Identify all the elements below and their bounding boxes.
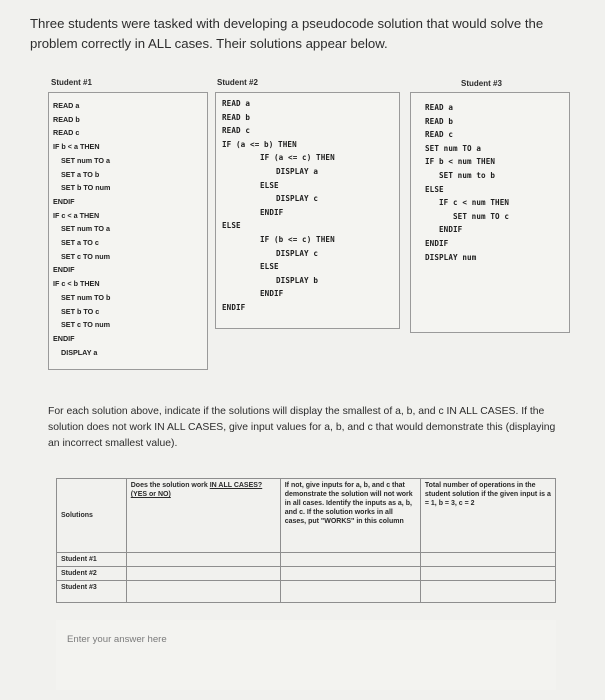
student-3-works-cell[interactable] [126,581,280,603]
code-line: SET num TO a [61,155,110,165]
student-2-heading: Student #2 [217,78,258,87]
header-works-in-all-cases [126,479,280,553]
student-1-row-label: Student #1 [57,553,127,567]
problem-intro: Three students were tasked with developing a pseudocode solution that would solve the problem correctly in ALL cases. Their solutions appear below. [30,16,544,51]
student-3-operations-cell[interactable] [420,581,555,603]
header-counterexample-inputs: If not, give inputs for a, b, and c that demonstrate the solution will not work in all cases. Identify the inputs as a, b, and c. If the solution works in all cases, put "WORKS" in this column [280,479,420,553]
code-line: ENDIF [260,289,284,299]
code-line: IF b < num THEN [425,157,496,167]
code-line: READ a [53,101,80,110]
question-text: For each solution above, indicate if the solutions will display the smallest of a, b, and c IN ALL CASES. If the solution does not work IN ALL CASES, give input values for a, b, and c that would demonstrate this (displaying an incorrect smallest value). [48,406,556,449]
code-line: DISPLAY b [276,275,319,285]
header-works-text: Does the solution work [130,482,210,489]
code-line: SET c TO num [61,320,110,330]
code-line: SET num TO a [61,224,110,234]
header-all-cases-text: IN ALL CASES? (YES or NO) [130,482,263,498]
code-line: DISPLAY a [276,167,319,176]
answer-input-area[interactable] [56,620,556,690]
code-line: ENDIF [53,265,75,275]
code-line: READ b [53,114,80,124]
code-line: ENDIF [53,333,75,343]
student-2-works-cell[interactable] [126,567,280,581]
code-line: READ b [425,116,454,126]
code-line: SET num to b [439,171,496,180]
code-line: SET num TO c [453,211,510,221]
code-line: ENDIF [425,239,449,248]
student-2-operations-cell[interactable] [420,567,555,581]
code-line: ELSE [260,262,279,272]
code-line: DISPLAY c [276,248,319,258]
code-line: ENDIF [53,196,75,206]
code-line: READ c [53,128,80,138]
student-1-inputs-cell[interactable] [280,553,420,567]
code-line: ENDIF [439,225,463,235]
header-operation-count: Total number of operations in the student solution if the given input is a = 1, b = 3, c = 2 [420,479,555,553]
code-line: IF (b <= c) THEN [260,235,335,244]
code-line: IF c < b THEN [53,279,100,289]
code-line: IF c < a THEN [53,210,100,220]
student-3-row-label: Student #3 [57,581,127,603]
code-line: IF (a <= c) THEN [260,153,335,163]
solutions-label: Solutions [61,512,93,519]
code-line: IF c < num THEN [439,198,510,208]
code-line: SET b TO c [61,306,100,316]
row-label-cell [57,479,127,553]
code-line: SET b TO num [61,183,111,193]
code-line: SET num TO b [61,292,111,302]
code-line: SET num TO a [425,143,482,153]
student-3-inputs-cell[interactable] [280,581,420,603]
student-2-code-box [215,92,400,329]
code-line: IF (a <= b) THEN [222,139,297,149]
code-line: ENDIF [222,303,246,312]
student-2-row-label: Student #2 [57,567,127,581]
code-line: READ b [222,112,251,122]
code-line: ELSE [222,221,241,231]
code-line: READ a [425,103,454,112]
code-line: DISPLAY c [276,194,319,204]
code-line: READ c [425,130,454,140]
code-line: ENDIF [260,207,284,217]
code-line: DISPLAY a [61,347,98,357]
code-line: SET c TO num [61,251,110,261]
student-3-heading: Student #3 [461,79,502,88]
code-line: IF b < a THEN [53,142,100,152]
code-line: DISPLAY num [425,252,477,262]
code-line: ELSE [425,184,444,194]
answer-placeholder: Enter your answer here [67,634,167,645]
student-2-inputs-cell[interactable] [280,567,420,581]
code-line: SET a TO b [61,169,100,179]
student-1-code-box [48,92,208,370]
answer-table [56,478,556,603]
code-line: SET a TO c [61,238,99,247]
student-3-code-box [410,92,570,333]
student-1-works-cell[interactable] [126,553,280,567]
code-line: READ c [222,126,251,136]
code-line: ELSE [260,180,279,190]
student-1-heading: Student #1 [51,78,92,87]
code-line: READ a [222,99,251,108]
student-1-operations-cell[interactable] [420,553,555,567]
